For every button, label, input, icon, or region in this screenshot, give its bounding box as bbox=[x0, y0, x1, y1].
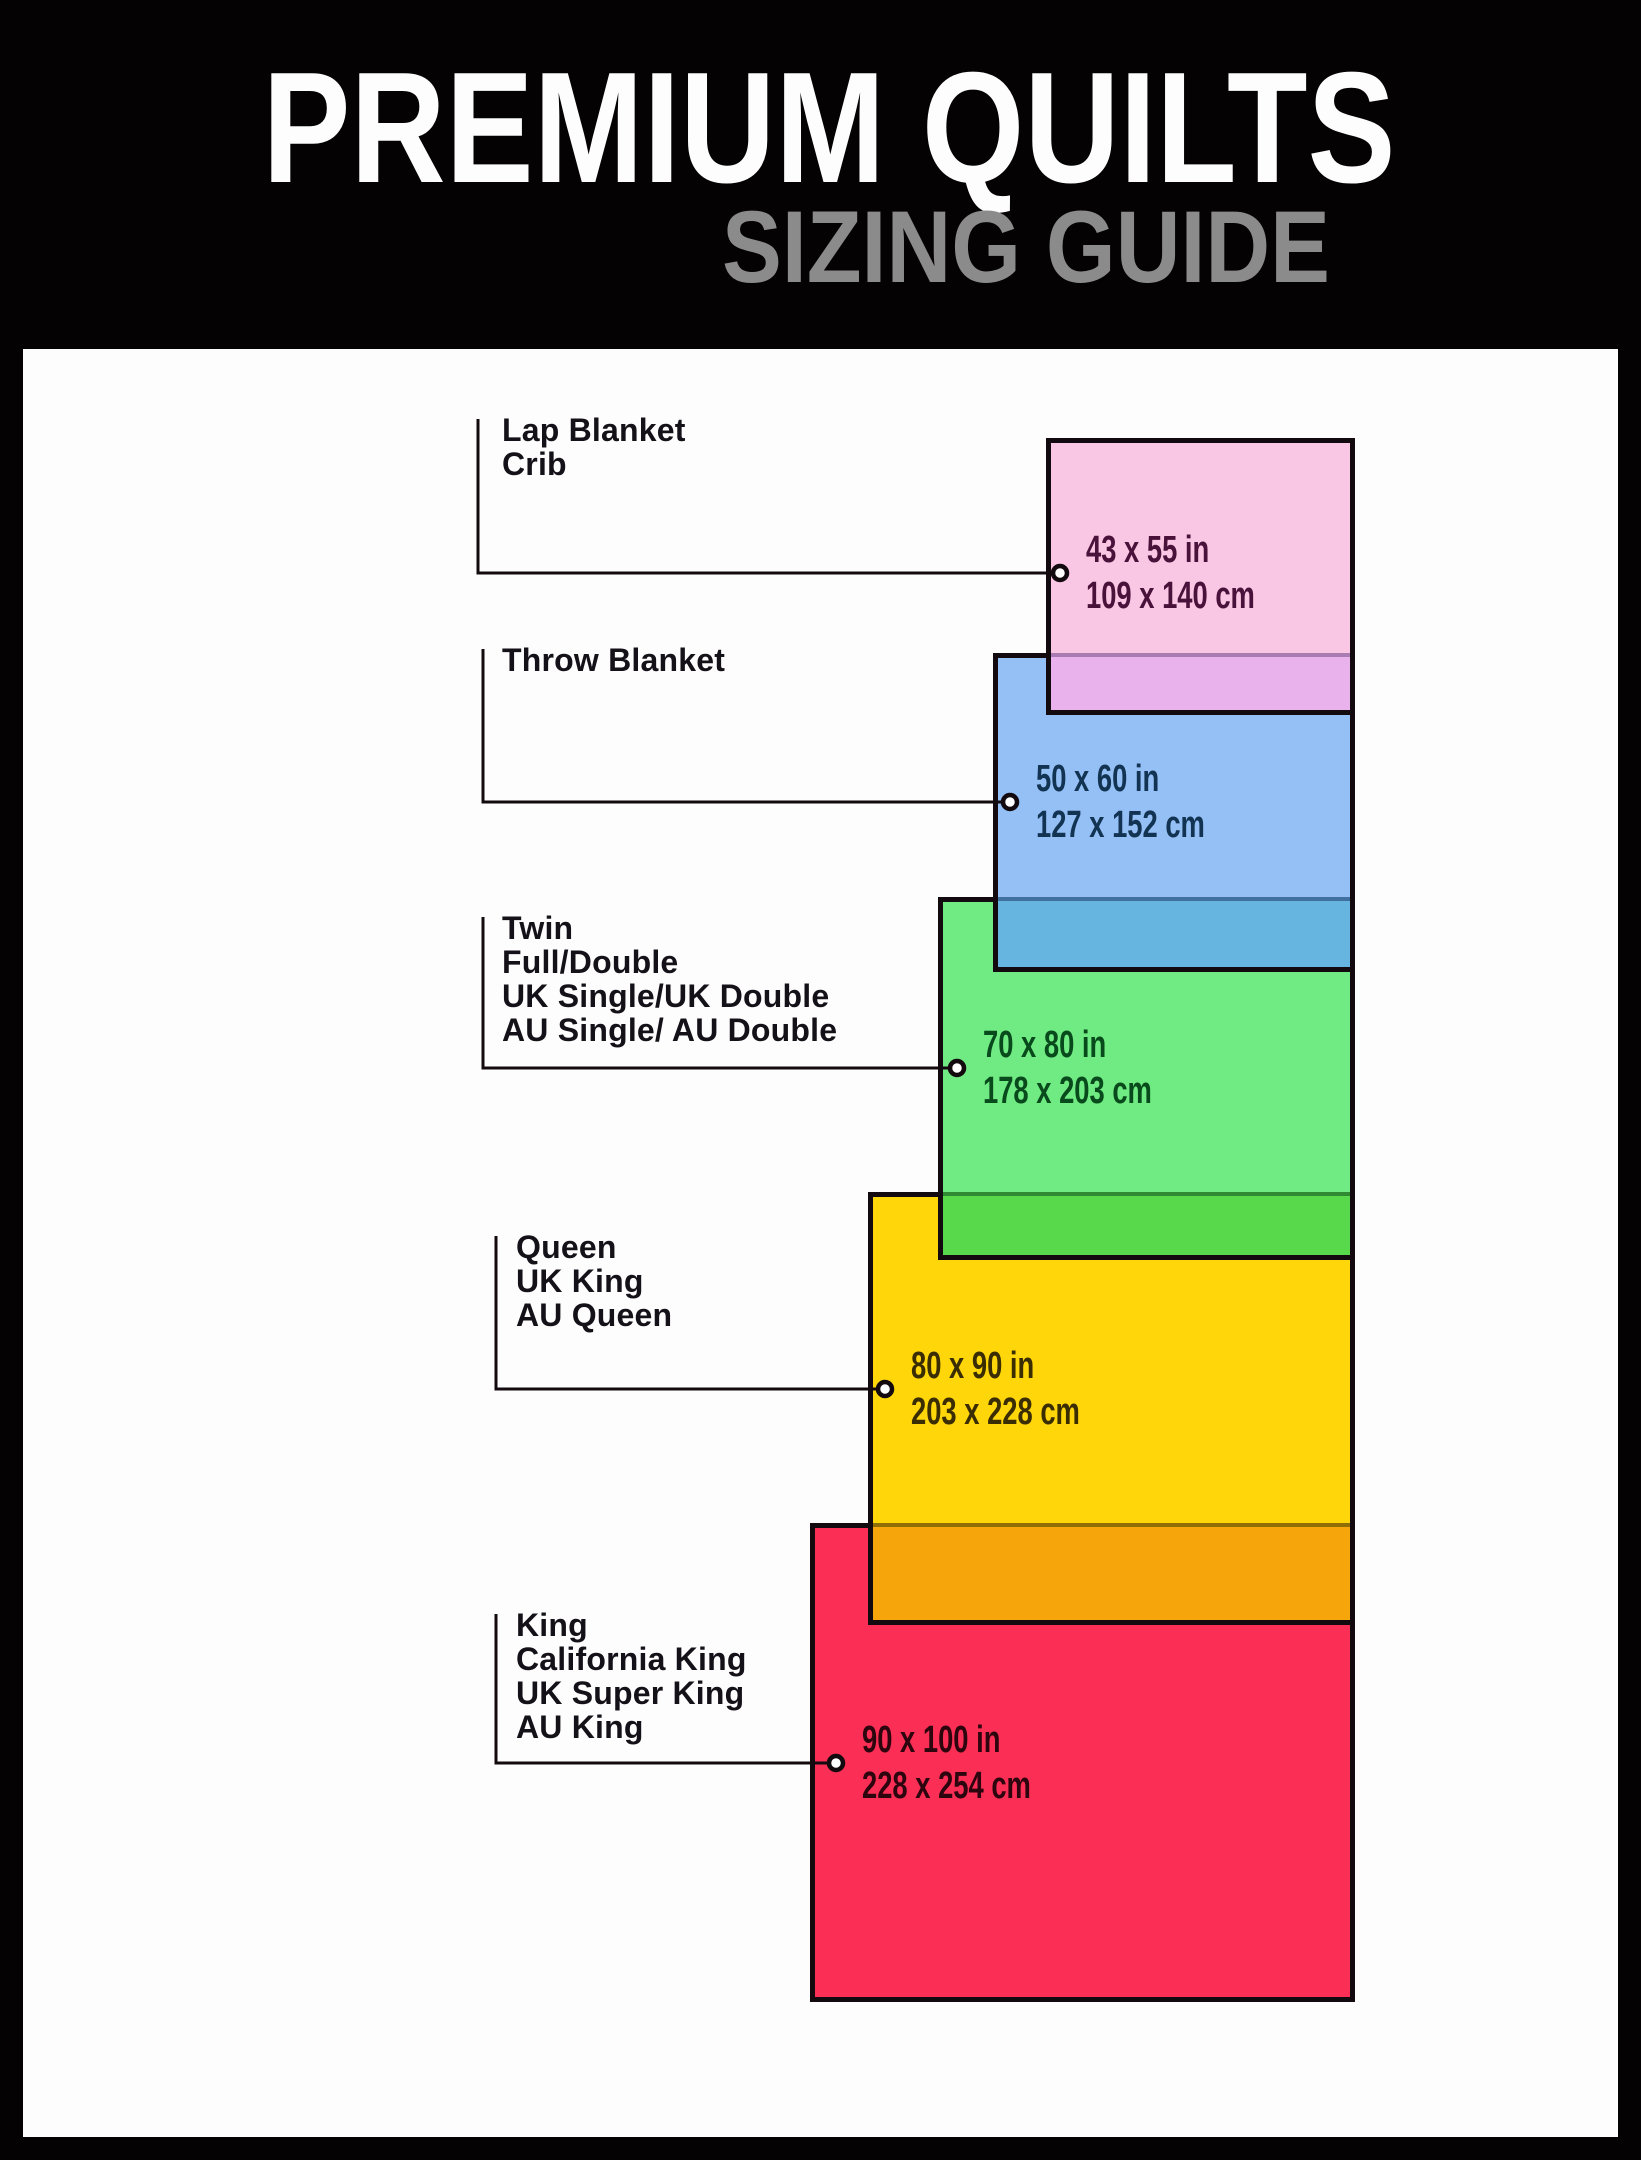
dimensions-inches: 50 x 60 in bbox=[1036, 758, 1160, 800]
connector-dot-queen-uk-king bbox=[878, 1382, 892, 1396]
name-line: Queen bbox=[516, 1229, 617, 1265]
dimensions-cm: 127 x 152 cm bbox=[1036, 804, 1205, 846]
connector-dot-twin-full-double bbox=[950, 1061, 964, 1075]
page-title: PREMIUM QUILTS bbox=[262, 40, 1396, 216]
dimensions-cm: 203 x 228 cm bbox=[911, 1391, 1080, 1433]
dimensions-inches: 70 x 80 in bbox=[983, 1024, 1107, 1066]
name-line: UK Super King bbox=[516, 1675, 745, 1711]
dimensions-inches: 90 x 100 in bbox=[862, 1719, 1001, 1761]
dimensions-cm: 178 x 203 cm bbox=[983, 1070, 1152, 1112]
name-line: Twin bbox=[502, 910, 574, 946]
dimensions-queen-uk-king bbox=[911, 1343, 1080, 1435]
name-line: Lap Blanket bbox=[502, 412, 686, 448]
name-block-twin-full-double bbox=[502, 911, 837, 1047]
name-line: AU King bbox=[516, 1709, 644, 1745]
dimensions-inches: 43 x 55 in bbox=[1086, 529, 1210, 571]
dimensions-cm: 228 x 254 cm bbox=[862, 1765, 1031, 1807]
name-block-king-cal-king bbox=[516, 1608, 747, 1744]
connector-dot-lap-blanket-crib bbox=[1053, 566, 1067, 580]
dimensions-inches: 80 x 90 in bbox=[911, 1345, 1035, 1387]
name-line: Throw Blanket bbox=[502, 642, 726, 678]
name-block-throw-blanket bbox=[502, 643, 725, 677]
name-line: AU Single/ AU Double bbox=[502, 1012, 838, 1048]
name-line: UK Single/UK Double bbox=[502, 978, 830, 1014]
connector-dot-throw-blanket bbox=[1003, 795, 1017, 809]
dimensions-throw-blanket bbox=[1036, 756, 1205, 848]
connector-dot-king-cal-king bbox=[829, 1756, 843, 1770]
name-block-lap-blanket-crib bbox=[502, 413, 686, 481]
dimensions-twin-full-double bbox=[983, 1022, 1152, 1114]
name-line: King bbox=[516, 1607, 588, 1643]
name-line: AU Queen bbox=[516, 1297, 673, 1333]
name-line: California King bbox=[516, 1641, 747, 1677]
dimensions-cm: 109 x 140 cm bbox=[1086, 575, 1255, 617]
name-line: UK King bbox=[516, 1263, 644, 1299]
dimensions-lap-blanket-crib bbox=[1086, 527, 1255, 619]
dimensions-king-cal-king bbox=[862, 1717, 1031, 1809]
name-block-queen-uk-king bbox=[516, 1230, 672, 1332]
name-line: Crib bbox=[502, 446, 567, 482]
name-line: Full/Double bbox=[502, 944, 679, 980]
page-subtitle: SIZING GUIDE bbox=[722, 190, 1330, 304]
